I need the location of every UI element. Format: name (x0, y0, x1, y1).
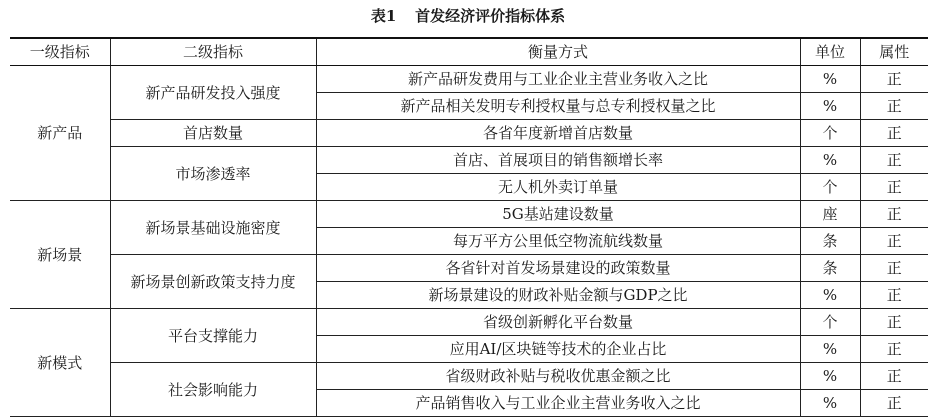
attribute-cell: 正 (860, 390, 928, 417)
attribute-cell: 正 (860, 363, 928, 390)
level2-indicator-cell: 社会影响能力 (110, 363, 316, 417)
table-row (10, 255, 928, 282)
measure-cell: 省级财政补贴与税收优惠金额之比 (316, 363, 800, 390)
header-level1: 一级指标 (10, 38, 110, 66)
measure-cell: 各省年度新增首店数量 (316, 120, 800, 147)
attribute-cell: 正 (860, 228, 928, 255)
attribute-cell: 正 (860, 282, 928, 309)
unit-cell: % (800, 282, 860, 309)
measure-cell: 首店、首展项目的销售额增长率 (316, 147, 800, 174)
level2-indicator-cell: 首店数量 (110, 120, 316, 147)
level1-indicator-cell: 新场景 (10, 201, 110, 309)
attribute-cell: 正 (860, 336, 928, 363)
attribute-cell: 正 (860, 120, 928, 147)
table-header-row (10, 38, 928, 66)
table-row (10, 66, 928, 93)
header-unit: 单位 (800, 38, 860, 66)
unit-cell: 条 (800, 228, 860, 255)
unit-cell: % (800, 336, 860, 363)
measure-cell: 产品销售收入与工业企业主营业务收入之比 (316, 390, 800, 417)
attribute-cell: 正 (860, 174, 928, 201)
measure-cell: 新产品研发费用与工业企业主营业务收入之比 (316, 66, 800, 93)
header-level2: 二级指标 (110, 38, 316, 66)
attribute-cell: 正 (860, 93, 928, 120)
level1-indicator-cell: 新模式 (10, 309, 110, 417)
attribute-cell: 正 (860, 309, 928, 336)
table-row (10, 201, 928, 228)
unit-cell: 个 (800, 120, 860, 147)
unit-cell: 座 (800, 201, 860, 228)
measure-cell: 无人机外卖订单量 (316, 174, 800, 201)
header-measure: 衡量方式 (316, 38, 800, 66)
measure-cell: 新场景建设的财政补贴金额与GDP之比 (316, 282, 800, 309)
level2-indicator-cell: 平台支撑能力 (110, 309, 316, 363)
table-row (10, 147, 928, 174)
measure-cell: 新产品相关发明专利授权量与总专利授权量之比 (316, 93, 800, 120)
table-row (10, 309, 928, 336)
level2-indicator-cell: 新场景创新政策支持力度 (110, 255, 316, 309)
table-body (10, 66, 928, 417)
unit-cell: 个 (800, 309, 860, 336)
header-attribute: 属性 (860, 38, 928, 66)
unit-cell: 个 (800, 174, 860, 201)
unit-cell: % (800, 363, 860, 390)
level2-indicator-cell: 新产品研发投入强度 (110, 66, 316, 120)
table-row (10, 363, 928, 390)
attribute-cell: 正 (860, 66, 928, 93)
level2-indicator-cell: 新场景基础设施密度 (110, 201, 316, 255)
attribute-cell: 正 (860, 147, 928, 174)
level2-indicator-cell: 市场渗透率 (110, 147, 316, 201)
measure-cell: 省级创新孵化平台数量 (316, 309, 800, 336)
unit-cell: % (800, 147, 860, 174)
unit-cell: % (800, 93, 860, 120)
unit-cell: 条 (800, 255, 860, 282)
table-row (10, 120, 928, 147)
measure-cell: 5G基站建设数量 (316, 201, 800, 228)
indicator-table (10, 37, 928, 417)
level1-indicator-cell: 新产品 (10, 66, 110, 201)
table-caption (0, 0, 936, 34)
measure-cell: 各省针对首发场景建设的政策数量 (316, 255, 800, 282)
unit-cell: % (800, 66, 860, 93)
attribute-cell: 正 (860, 201, 928, 228)
table-title: 首发经济评价指标体系 (415, 7, 566, 25)
measure-cell: 每万平方公里低空物流航线数量 (316, 228, 800, 255)
unit-cell: % (800, 390, 860, 417)
table-number: 表1 (370, 7, 397, 25)
measure-cell: 应用AI/区块链等技术的企业占比 (316, 336, 800, 363)
attribute-cell: 正 (860, 255, 928, 282)
